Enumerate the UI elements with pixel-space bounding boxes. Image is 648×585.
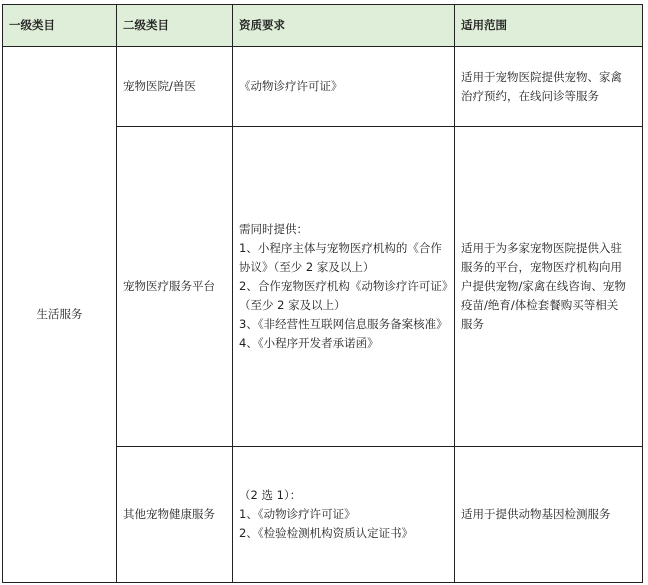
requirement-line: 2、《检验检测机构资质认定证书》 [239, 526, 414, 540]
requirement-line: 协议》（至少 2 家及以上） [239, 260, 375, 274]
table-row [3, 47, 643, 127]
qualification-table [2, 4, 643, 583]
header-cell-category1: 一级类目 [3, 5, 117, 47]
requirement-line: 1、小程序主体与宠物医疗机构的《合作 [239, 241, 442, 255]
requirements-cell [233, 47, 455, 127]
category2-cell: 宠物医院/兽医 [117, 47, 233, 127]
requirement-line: 4、《小程序开发者承诺函》 [239, 336, 379, 350]
category2-cell: 其他宠物健康服务 [117, 447, 233, 583]
requirement-line: 1、《动物诊疗许可证》 [239, 507, 356, 521]
header-cell-category2: 二级类目 [117, 5, 233, 47]
requirement-line: 2、合作宠物医疗机构《动物诊疗许可证》 [239, 279, 454, 293]
scope-line: 服务 [461, 317, 484, 331]
scope-line: 户提供宠物/家禽在线咨询、宠物 [461, 279, 626, 293]
scope-line: 适用于提供动物基因检测服务 [461, 507, 611, 521]
header-cell-scope: 适用范围 [455, 5, 643, 47]
scope-line: 适用于宠物医院提供宠物、家禽 [461, 69, 622, 84]
scope-cell [455, 47, 643, 127]
scope-line: 疫苗/绝育/体检套餐购买等相关 [461, 298, 619, 312]
requirement-line: （2 选 1）： [239, 488, 302, 502]
requirement-line: （至少 2 家及以上） [239, 298, 346, 312]
scope-line: 治疗预约，在线问诊等服务 [461, 88, 599, 103]
scope-cell [455, 447, 643, 583]
scope-cell [455, 127, 643, 447]
scope-line: 适用于为多家宠物医院提供入驻 [461, 241, 622, 255]
requirement-line: 《动物诊疗许可证》 [239, 79, 343, 93]
requirement-line: 需同时提供： [239, 222, 308, 236]
scope-line: 服务的平台，宠物医疗机构向用 [461, 260, 622, 274]
category2-cell: 宠物医疗服务平台 [117, 127, 233, 447]
header-cell-requirements: 资质要求 [233, 5, 455, 47]
category1-cell: 生活服务 [3, 47, 117, 583]
requirement-line: 3、《非经营性互联网信息服务备案核准》 [239, 317, 448, 331]
requirements-cell [233, 127, 455, 447]
header-row [3, 5, 643, 47]
requirements-cell [233, 447, 455, 583]
